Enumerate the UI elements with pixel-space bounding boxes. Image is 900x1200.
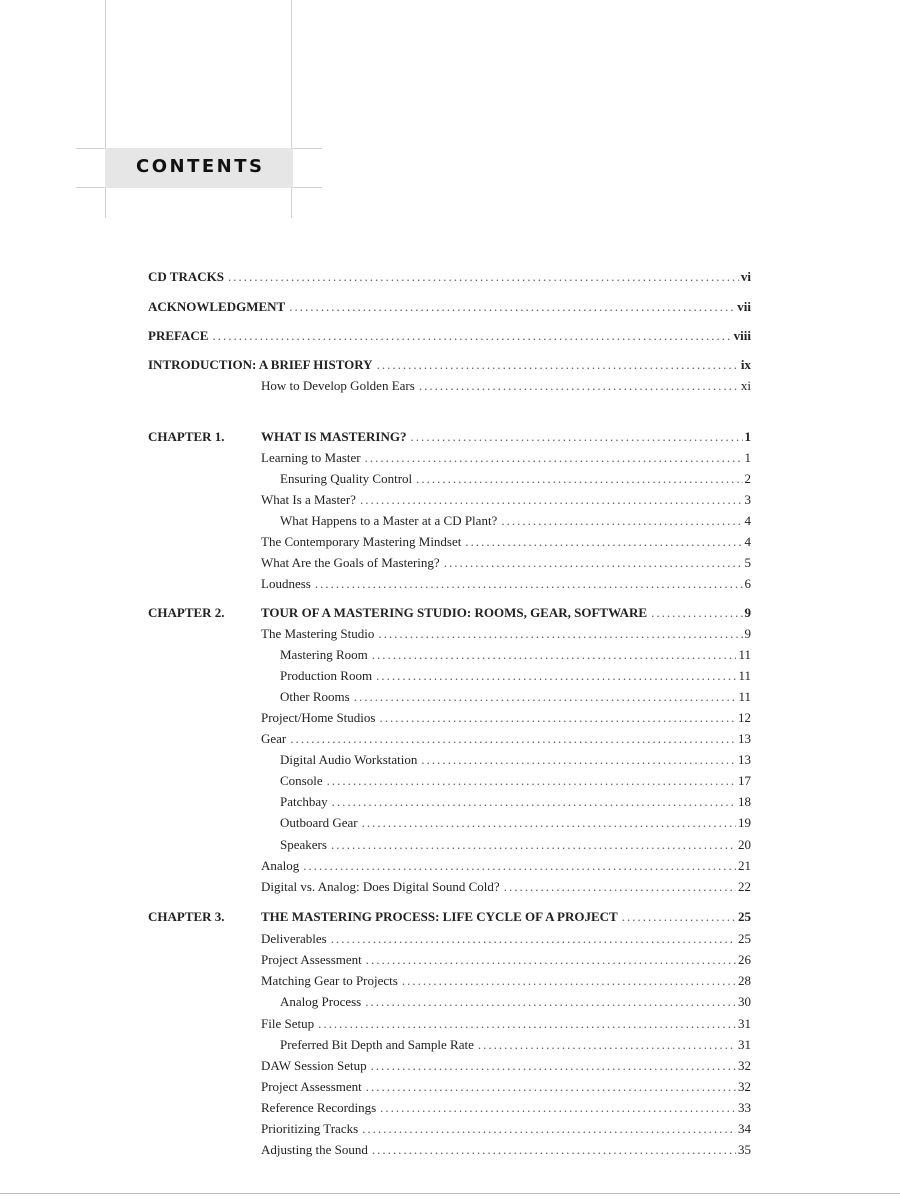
toc-entry-title: Project/Home Studios: [261, 710, 376, 725]
leader-dots: [372, 645, 737, 665]
toc-entry[interactable]: [148, 469, 751, 489]
toc-entry-title: Project Assessment: [261, 952, 362, 967]
chapter-page: 1: [744, 429, 751, 444]
toc-entry-page: 2: [744, 471, 751, 486]
leader-dots: [380, 1098, 736, 1118]
toc-entry[interactable]: [148, 1077, 751, 1097]
leader-dots: [365, 992, 736, 1012]
toc-entry-page: 32: [738, 1079, 751, 1094]
toc-entry-page: 20: [738, 837, 751, 852]
toc-entry-page: 30: [738, 994, 751, 1009]
toc-entry-title: Deliverables: [261, 931, 327, 946]
toc-entry-golden-ears[interactable]: [148, 376, 751, 396]
toc-entry-title: What Is a Master?: [261, 492, 356, 507]
toc-entry-title: Console: [280, 773, 323, 788]
leader-dots: [366, 950, 736, 970]
toc-entry-page: 31: [738, 1037, 751, 1052]
toc-entry-title: Digital vs. Analog: Does Digital Sound Cold?: [261, 879, 500, 894]
toc-entry-title: How to Develop Golden Ears: [261, 378, 415, 393]
toc-entry[interactable]: [148, 574, 751, 594]
leader-dots: [378, 624, 742, 644]
toc-entry[interactable]: [148, 1014, 751, 1034]
chapter-label: CHAPTER 3.: [148, 909, 225, 924]
toc-entry-page: 17: [738, 773, 751, 788]
toc-entry-page: xi: [740, 378, 751, 393]
leader-dots: [465, 532, 742, 552]
toc-entry-title: Preferred Bit Depth and Sample Rate: [280, 1037, 474, 1052]
toc-entry[interactable]: [148, 813, 751, 833]
toc-entry[interactable]: [148, 532, 751, 552]
toc-entry[interactable]: [148, 666, 751, 686]
toc-entry-page: 35: [738, 1142, 751, 1157]
leader-dots: [478, 1035, 736, 1055]
toc-entry-page: 18: [738, 794, 751, 809]
toc-entry[interactable]: [148, 992, 751, 1012]
toc-entry[interactable]: [148, 1056, 751, 1076]
toc-entry-title: Adjusting the Sound: [261, 1142, 368, 1157]
leader-dots: [371, 1056, 736, 1076]
toc-entry-acknowledgment[interactable]: [148, 297, 751, 317]
leader-dots: [289, 297, 735, 317]
chapter-page: 9: [744, 605, 751, 620]
toc-entry-page: 32: [738, 1058, 751, 1073]
toc-entry-title: The Contemporary Mastering Mindset: [261, 534, 462, 549]
toc-entry-page: 11: [738, 647, 751, 662]
toc-entry-title: Other Rooms: [280, 689, 350, 704]
toc-entry-title: File Setup: [261, 1016, 315, 1031]
leader-dots: [379, 708, 736, 728]
toc-entry-page: 4: [744, 534, 751, 549]
toc-entry-title: PREFACE: [148, 328, 209, 343]
toc-entry-title: Outboard Gear: [280, 815, 358, 830]
toc-entry[interactable]: [148, 645, 751, 665]
chapter-title: THE MASTERING PROCESS: LIFE CYCLE OF A PROJECT: [261, 909, 618, 924]
toc-entry[interactable]: [148, 971, 751, 991]
toc-entry-page: 1: [744, 450, 751, 465]
toc-entry-title: Patchbay: [280, 794, 328, 809]
chapter-heading[interactable]: [148, 427, 751, 447]
leader-dots: [360, 490, 743, 510]
chapter-title: WHAT IS MASTERING?: [261, 429, 407, 444]
leader-dots: [410, 427, 742, 447]
toc-entry[interactable]: [148, 950, 751, 970]
toc-entry-page: viii: [733, 328, 751, 343]
toc-entry-page: 4: [744, 513, 751, 528]
leader-dots: [331, 835, 736, 855]
leader-dots: [372, 1140, 736, 1160]
toc-entry-page: 34: [738, 1121, 751, 1136]
leader-dots: [212, 326, 731, 346]
toc-entry-title: What Happens to a Master at a CD Plant?: [280, 513, 498, 528]
toc-entry-title: CD TRACKS: [148, 269, 224, 284]
toc-entry-title: Learning to Master: [261, 450, 361, 465]
toc-entry-cd-tracks[interactable]: [148, 267, 751, 287]
toc-entry[interactable]: [148, 624, 751, 644]
toc-entry-page: 11: [738, 668, 751, 683]
leader-dots: [362, 813, 736, 833]
toc-entry[interactable]: [148, 1119, 751, 1139]
toc-entry[interactable]: [148, 511, 751, 531]
toc-entry-page: 31: [738, 1016, 751, 1031]
toc-entry[interactable]: [148, 771, 751, 791]
toc-entry-page: 5: [744, 555, 751, 570]
toc-entry-title: Gear: [261, 731, 287, 746]
toc-entry[interactable]: [148, 929, 751, 949]
toc-entry-introduction[interactable]: [148, 355, 751, 375]
toc-entry-page: 21: [738, 858, 751, 873]
leader-dots: [315, 574, 743, 594]
leader-dots: [421, 750, 736, 770]
leader-dots: [332, 792, 736, 812]
toc-entry[interactable]: [148, 448, 751, 468]
toc-entry-title: Speakers: [280, 837, 327, 852]
leader-dots: [365, 448, 743, 468]
leader-dots: [504, 877, 736, 897]
leader-dots: [651, 603, 742, 623]
toc-entry-page: 3: [744, 492, 751, 507]
toc-entry-page: 12: [738, 710, 751, 725]
toc-entry[interactable]: [148, 1035, 751, 1055]
chapter-heading[interactable]: [148, 603, 751, 623]
toc-entry[interactable]: [148, 1140, 751, 1160]
toc-entry-page: 6: [744, 576, 751, 591]
leader-dots: [416, 469, 742, 489]
toc-entry[interactable]: [148, 835, 751, 855]
leader-dots: [444, 553, 743, 573]
toc-entry-page: 19: [738, 815, 751, 830]
toc-entry-title: Project Assessment: [261, 1079, 362, 1094]
toc-entry-page: 22: [738, 879, 751, 894]
chapter-title: TOUR OF A MASTERING STUDIO: ROOMS, GEAR, SOFTWARE: [261, 605, 648, 620]
toc-entry-page: 28: [738, 973, 751, 988]
page-bottom-rule: [0, 1193, 900, 1194]
toc-entry[interactable]: [148, 856, 751, 876]
toc-entry-title: INTRODUCTION: A BRIEF HISTORY: [148, 357, 373, 372]
leader-dots: [362, 1119, 736, 1139]
leader-dots: [303, 856, 736, 876]
toc-entry-page: ix: [740, 357, 751, 372]
toc-entry-title: Digital Audio Workstation: [280, 752, 418, 767]
toc-entry-title: Production Room: [280, 668, 373, 683]
toc-entry[interactable]: [148, 877, 751, 897]
toc-entry-title: Matching Gear to Projects: [261, 973, 398, 988]
leader-dots: [318, 1014, 736, 1034]
leader-dots: [377, 355, 739, 375]
toc-entry[interactable]: [148, 687, 751, 707]
chapter-label: CHAPTER 1.: [148, 429, 225, 444]
toc-entry[interactable]: [148, 792, 751, 812]
chapter-heading[interactable]: [148, 907, 751, 927]
toc-entry-title: Prioritizing Tracks: [261, 1121, 359, 1136]
leader-dots: [366, 1077, 736, 1097]
toc-entry-title: Analog: [261, 858, 300, 873]
leader-dots: [354, 687, 737, 707]
leader-dots: [228, 267, 739, 287]
toc-entry-title: DAW Session Setup: [261, 1058, 367, 1073]
toc-entry-title: Analog Process: [280, 994, 362, 1009]
toc-entry-page: 13: [738, 752, 751, 767]
toc-entry-title: The Mastering Studio: [261, 626, 375, 641]
page-title: CONTENTS: [136, 156, 265, 177]
toc-entry[interactable]: [148, 708, 751, 728]
toc-entry-page: 9: [744, 626, 751, 641]
leader-dots: [327, 771, 736, 791]
toc-entry[interactable]: [148, 750, 751, 770]
toc-entry-page: 13: [738, 731, 751, 746]
toc-entry-preface[interactable]: [148, 326, 751, 346]
leader-dots: [376, 666, 736, 686]
toc-entry-page: 33: [738, 1100, 751, 1115]
toc-entry-title: Reference Recordings: [261, 1100, 377, 1115]
toc-entry[interactable]: [148, 490, 751, 510]
toc-entry[interactable]: [148, 1098, 751, 1118]
leader-dots: [331, 929, 736, 949]
chapter-page: 25: [738, 909, 751, 924]
toc-entry-title: Mastering Room: [280, 647, 368, 662]
leader-dots: [622, 907, 736, 927]
leader-dots: [290, 729, 736, 749]
chapter-label: CHAPTER 2.: [148, 605, 225, 620]
toc-entry-page: 11: [738, 689, 751, 704]
toc-entry-title: What Are the Goals of Mastering?: [261, 555, 440, 570]
toc-entry-page: vii: [737, 299, 751, 314]
toc-entry-page: vi: [740, 269, 751, 284]
toc-entry[interactable]: [148, 729, 751, 749]
toc-entry-page: 25: [738, 931, 751, 946]
toc-entry-title: ACKNOWLEDGMENT: [148, 299, 286, 314]
leader-dots: [419, 376, 739, 396]
toc-entry[interactable]: [148, 553, 751, 573]
toc-entry-page: 26: [738, 952, 751, 967]
toc-entry-title: Ensuring Quality Control: [280, 471, 413, 486]
toc-entry-title: Loudness: [261, 576, 311, 591]
leader-dots: [402, 971, 736, 991]
leader-dots: [501, 511, 742, 531]
